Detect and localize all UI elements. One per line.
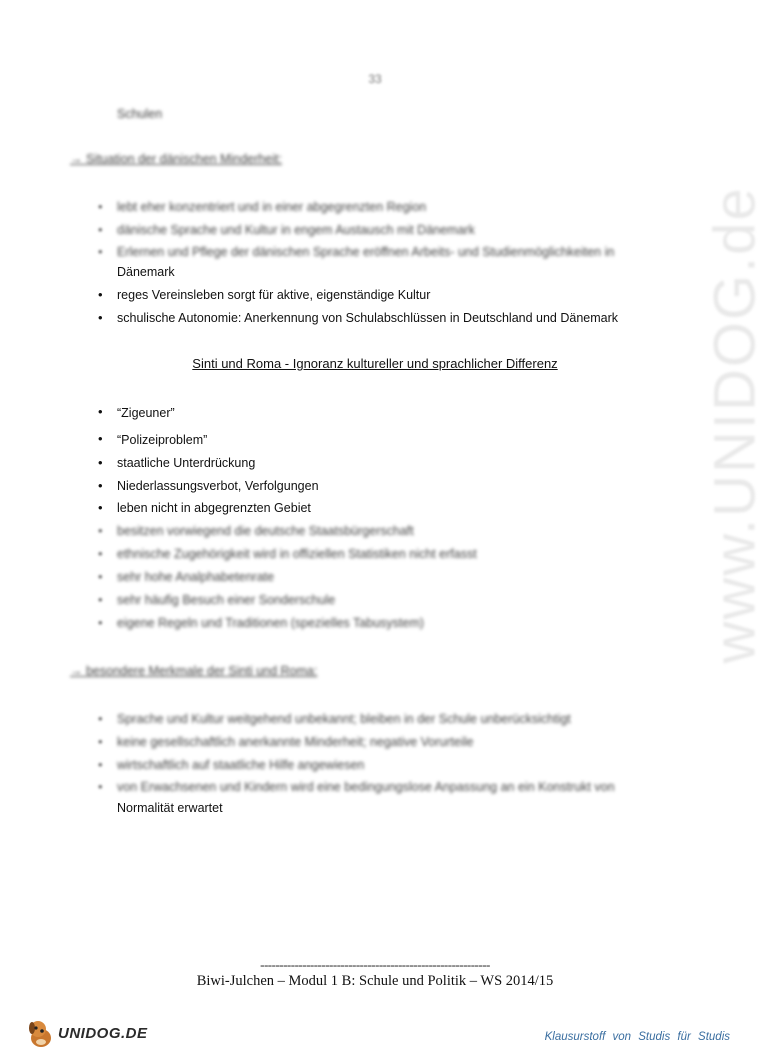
list-item: sehr hohe Analphabetenrate bbox=[117, 570, 275, 584]
list-item-continuation: Dänemark bbox=[117, 265, 175, 279]
section-title: Sinti und Roma - Ignoranz kultureller und sprachlicher Differenz bbox=[192, 356, 558, 371]
page-number: 33 bbox=[368, 72, 382, 86]
list-item: leben nicht in abgegrenzten Gebiet bbox=[117, 501, 311, 515]
list-item: sehr häufig Besuch einer Sonderschule bbox=[117, 593, 336, 607]
bullet-dot: • bbox=[98, 779, 103, 794]
list-item: Niederlassungsverbot, Verfolgungen bbox=[117, 479, 319, 493]
unidog-logo[interactable] bbox=[24, 1016, 154, 1050]
list-item: staatliche Unterdrückung bbox=[117, 456, 256, 470]
bullet-dot: • bbox=[98, 757, 103, 772]
bullet-dot: • bbox=[98, 478, 103, 493]
footer-slogan: Klausurstoff von Studis für Studis bbox=[544, 1031, 730, 1043]
blurred-intro: Schulen bbox=[117, 107, 163, 121]
list-item: “Zigeuner” bbox=[117, 406, 175, 420]
bullet-dot: • bbox=[98, 431, 103, 446]
list-item: Erlernen und Pflege der dänischen Sprache eröffnen Arbeits- und Studienmöglichkeiten in bbox=[117, 245, 615, 259]
bullet-dot: • bbox=[98, 711, 103, 726]
logo-text: UNIDOG.DE bbox=[58, 1025, 148, 1042]
heading-sinti-characteristics: → besondere Merkmale der Sinti und Roma: bbox=[70, 664, 318, 678]
bullet-dot: • bbox=[98, 244, 103, 259]
list-item-continuation: Normalität erwartet bbox=[117, 801, 223, 815]
list-item: dänische Sprache und Kultur in engem Austausch mit Dänemark bbox=[117, 223, 475, 237]
watermark: www.UNIDOG.de bbox=[702, 186, 768, 664]
bullet-dot: • bbox=[98, 546, 103, 561]
bullet-dot: • bbox=[98, 615, 103, 630]
list-item: von Erwachsenen und Kindern wird eine bedingungslose Anpassung an ein Konstrukt von bbox=[117, 780, 615, 794]
bullet-dot: • bbox=[98, 222, 103, 237]
bullet-dot: • bbox=[98, 287, 103, 302]
bullet-dot: • bbox=[98, 523, 103, 538]
bullet-dot: • bbox=[98, 500, 103, 515]
list-item: Sprache und Kultur weitgehend unbekannt; bleiben in der Schule unberücksichtigt bbox=[117, 712, 571, 726]
list-item: ethnische Zugehörigkeit wird in offiziellen Statistiken nicht erfasst bbox=[117, 547, 477, 561]
list-item: reges Vereinsleben sorgt für aktive, eigenständige Kultur bbox=[117, 288, 431, 302]
footer-title: Biwi-Julchen – Modul 1 B: Schule und Politik – WS 2014/15 bbox=[196, 973, 554, 989]
list-item: lebt eher konzentriert und in einer abgegrenzten Region bbox=[117, 200, 427, 214]
list-item: eigene Regeln und Traditionen (spezielles Tabusystem) bbox=[117, 616, 424, 630]
list-item: schulische Autonomie: Anerkennung von Schulabschlüssen in Deutschland und Dänemark bbox=[117, 311, 619, 325]
heading-danish-minority: → Situation der dänischen Minderheit: bbox=[70, 152, 282, 166]
bullet-dot: • bbox=[98, 199, 103, 214]
list-item: keine gesellschaftlich anerkannte Minderheit; negative Vorurteile bbox=[117, 735, 474, 749]
bullet-dot: • bbox=[98, 569, 103, 584]
bullet-dot: • bbox=[98, 455, 103, 470]
bullet-dot: • bbox=[98, 310, 103, 325]
bullet-dot: • bbox=[98, 592, 103, 607]
footer-separator: ------------------------------------------------------------ bbox=[260, 957, 490, 972]
bullet-dot: • bbox=[98, 734, 103, 749]
bullet-dot: • bbox=[98, 404, 103, 419]
list-item: “Polizeiproblem” bbox=[117, 433, 208, 447]
list-item: wirtschaftlich auf staatliche Hilfe angewiesen bbox=[117, 758, 365, 772]
dog-mascot-icon bbox=[24, 1016, 58, 1050]
list-item: besitzen vorwiegend die deutsche Staatsbürgerschaft bbox=[117, 524, 414, 538]
